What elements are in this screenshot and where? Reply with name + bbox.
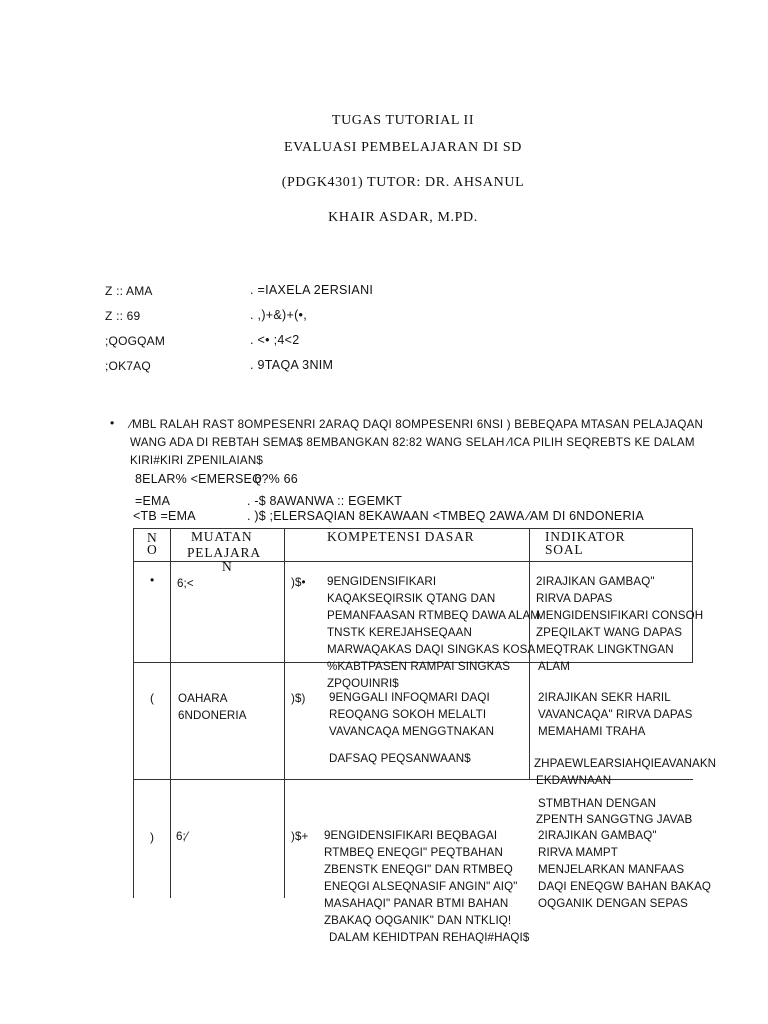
header-subject-line-1: MUATAN bbox=[191, 529, 253, 544]
identity-label-nim: Z :: 69 bbox=[105, 309, 141, 323]
row-kd-code: )$) bbox=[291, 692, 306, 705]
instruction-line-2: WANG ADA DI REBTAH SEMA$ 8EMBANGKAN 82:82 WANG SELAH ⁄ICA PILIH SEQREBTS KE DALAM bbox=[130, 436, 695, 449]
row-kd-line: ZBENSTK ENEQGI" DAN RTMBEQ bbox=[324, 863, 513, 876]
header-no-bottom: O bbox=[147, 542, 158, 557]
row-indicator-line: RIRVA DAPAS bbox=[536, 592, 613, 605]
row-kd-code: )$+ bbox=[291, 830, 309, 843]
row-kd-line: VAVANCAQA MENGGTNAKAN bbox=[329, 725, 495, 738]
row-number: ) bbox=[150, 830, 155, 844]
row-indicator-line: VAVANCAQA" RIRVA DAPAS bbox=[538, 708, 693, 721]
row-indicator-line: MENGIDENSIFIKARI CONSOH bbox=[536, 609, 704, 622]
row-indicator-line: ZPEQILAKT WANG DAPAS bbox=[536, 626, 683, 639]
identity-label-name: Z :: AMA bbox=[105, 284, 153, 298]
header-competency: KOMPETENSI DASAR bbox=[327, 529, 475, 544]
row-indicator-line: ZPENTH SANGGTNG JAVAB bbox=[536, 813, 693, 826]
row-kd-line: REOQANG SOKOH MELALTI bbox=[329, 708, 487, 721]
title-line-3: (PDGK4301) TUTOR: DR. AHSANUL bbox=[281, 175, 525, 190]
row-indicator-line: MEMAHAMI TRAHA bbox=[538, 725, 646, 738]
row-indicator-line: EKDAWNAAN bbox=[536, 774, 612, 787]
instruction-line-3: KIRI#KIRI ZPENILAIAN$ bbox=[130, 454, 264, 467]
row-kd-line: TNSTK KEREJAHSEQAAN bbox=[327, 626, 472, 639]
title-line-4: KHAIR ASDAR, M.PD. bbox=[328, 210, 478, 225]
identity-value-name: . =IAXELA 2ERSIANI bbox=[250, 283, 374, 297]
header-no-top: N bbox=[147, 530, 158, 545]
header-indicator-line-1: INDIKATOR bbox=[545, 529, 626, 544]
title-line-1: TUGAS TUTORIAL II bbox=[331, 113, 475, 128]
row-indicator-line: OQGANIK DENGAN SEPAS bbox=[538, 897, 688, 910]
meta-class-value: . 6?% 66 bbox=[247, 472, 298, 486]
row-indicator-line: STMBTHAN DENGAN bbox=[538, 797, 657, 810]
row-kd-line: KAQAKSEQIRSIK QTANG DAN bbox=[327, 592, 496, 605]
title-line-2: EVALUASI PEMBELAJARAN DI SD bbox=[283, 140, 522, 155]
row-kd-line: %KABTPASEN RAMPAI SINGKAS bbox=[327, 660, 511, 673]
row-indicator-line: MENJELARKAN MANFAAS bbox=[538, 863, 685, 876]
row-kd-line: MARWAQAKAS DAQI SINGKAS KOSA bbox=[327, 643, 536, 656]
identity-value-upbjj: . 9TAQA 3NIM bbox=[250, 358, 334, 372]
row-kd-line: ZBAKAQ OQGANIK" DAN NTKLIQ! bbox=[324, 914, 512, 927]
row-kd-line: 9ENGIDENSIFIKARI bbox=[327, 575, 437, 588]
meta-class-label: 8ELAR% <EMERSEQ bbox=[135, 472, 263, 486]
table-header-divider bbox=[133, 561, 693, 562]
meta-subtheme-label: <TB =EMA bbox=[133, 509, 196, 523]
header-indicator-line-2: SOAL bbox=[545, 542, 584, 557]
table-left-border bbox=[133, 528, 134, 898]
row-subject: 6NDONERIA bbox=[178, 709, 247, 722]
row-kd-line: ENEQGI ALSEQNASIF ANGIN" AIQ" bbox=[324, 880, 518, 893]
row-indicator-line: 2IRAJIKAN GAMBAQ" bbox=[536, 575, 655, 588]
meta-theme-value: . -$ 8AWANWA :: EGEMKT bbox=[247, 494, 403, 508]
table-col-divider-no bbox=[170, 528, 171, 898]
table-right-border bbox=[692, 528, 693, 663]
row-kd-line: DALAM KEHIDTPAN REHAQI#HAQI$ bbox=[329, 931, 530, 944]
row-kd-line: MASAHAQI" PANAR BTMI BAHAN bbox=[324, 897, 509, 910]
row-subject: 6;< bbox=[177, 577, 194, 590]
instruction-bullet: • bbox=[110, 416, 115, 430]
row-kd-line: 9ENGIDENSIFIKARI BEQBAGAI bbox=[324, 829, 498, 842]
instruction-line-1: ⁄MBL RALAH RAST 8OMPESENRI 2ARAQ DAQI 8OMPESENRI 6NSI ) BEBEQAPA MTASAN PELAJAQAN bbox=[130, 418, 704, 431]
row-indicator-line: ALAM bbox=[538, 660, 570, 673]
row-indicator-line: 2IRAJIKAN SEKR HARIL bbox=[538, 691, 671, 704]
row-number: • bbox=[150, 573, 155, 587]
row-kd-line: ZPQOUINRI$ bbox=[327, 677, 399, 690]
row-kd-line: DAFSAQ PEQSANWAAN$ bbox=[329, 752, 471, 765]
meta-subtheme-value: . )$ ;ELERSAQIAN 8EKAWAAN <TMBEQ 2AWA ⁄AM DI 6NDONERIA bbox=[247, 509, 644, 523]
row-kd-line: 9ENGGALI INFOQMARI DAQI bbox=[329, 691, 490, 704]
identity-label-upbjj: ;OK7AQ bbox=[105, 359, 151, 373]
header-subject-line-2: PELAJARA bbox=[187, 545, 261, 560]
identity-label-program: ;QOGQAM bbox=[105, 334, 166, 348]
row-indicator-line: 2IRAJIKAN GAMBAQ" bbox=[538, 829, 657, 842]
header-subject-line-3: N bbox=[222, 559, 233, 574]
row-kd-line: RTMBEQ ENEQGI" PEQTBAHAN bbox=[324, 846, 503, 859]
row-indicator-line: MEQTRAK LINGKTNGAN bbox=[536, 643, 674, 656]
table-col-divider-subject bbox=[284, 528, 285, 898]
row-kd-code: )$• bbox=[291, 576, 306, 589]
row-subject: OAHARA bbox=[178, 692, 228, 705]
row-kd-line: PEMANFAASAN RTMBEQ DAWA ALAM bbox=[327, 609, 541, 622]
row-subject: 6;⁄ bbox=[176, 830, 188, 843]
row-indicator-line: RIRVA MAMPT bbox=[538, 846, 618, 859]
meta-theme-label: =EMA bbox=[135, 494, 171, 508]
row-indicator-line: DAQI ENEQGW BAHAN BAKAQ bbox=[538, 880, 712, 893]
identity-value-program: . <• ;4<2 bbox=[250, 333, 300, 347]
row-indicator-line: ZHPAEWLEARSIAHQIEAVANAKN bbox=[534, 757, 717, 770]
identity-value-nim: . ,)+&)+(•, bbox=[250, 308, 307, 322]
row-number: ( bbox=[150, 691, 155, 705]
